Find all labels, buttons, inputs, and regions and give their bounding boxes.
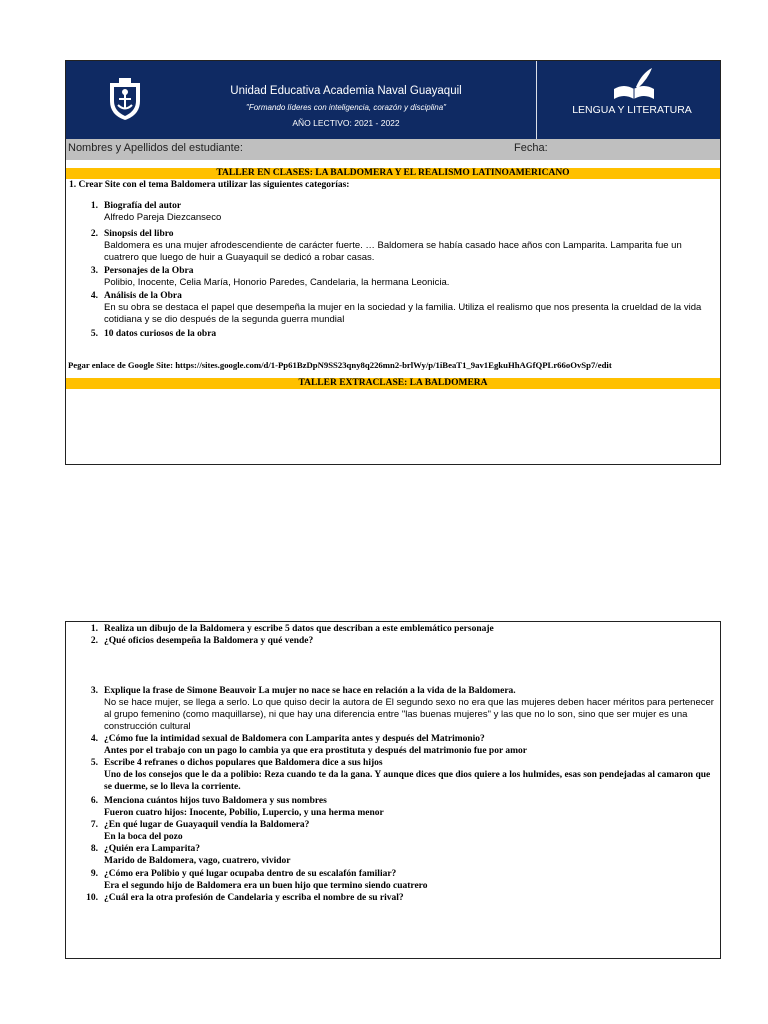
answer-text: Fueron cuatro hijos: Inocente, Pobilio, Lupercio, y una herma menor [104,808,384,818]
school-year: AÑO LECTIVO: 2021 - 2022 [292,118,400,128]
question-text: Escribe 4 refranes o dichos populares que Baldomera dice a sus hijos [104,758,383,768]
item-number: 1. [90,201,98,211]
question-text: Explique la frase de Simone Beauvoir La mujer no nace se hace en relación a la vida de la Baldomera. [104,686,516,696]
item-title: Análisis de la Obra [104,291,182,301]
question-number: 2. [90,636,98,646]
answer-text: Antes por el trabajo con un pago lo cambia ya que era prostituta y después del matrimonio fue por amor [104,746,528,756]
question-text: ¿Cuál era la otra profesión de Candelaria y escriba el nombre de su rival? [104,893,404,903]
item-number: 5. [90,329,98,339]
google-site-link [68,360,612,370]
question-text: Realiza un dibujo de la Baldomera y escribe 5 datos que describan a este emblemático personaje [104,624,494,634]
question-text: ¿Cómo era Polibio y qué lugar ocupaba dentro de su escalafón familiar? [104,869,397,879]
answer-text: Era el segundo hijo de Baldomera era un buen hijo que termino siendo cuatrero [104,881,428,891]
answer-text: No se hace mujer, se llega a serlo. Lo que quiso decir la autora de El segundo sexo no era que las mujeres deben hacer méritos para pertenecer al grupo femenino (como maquillarse), ni que hay una diferencia entre "las buenas mujeres" y las que no lo son, sino que ser mujer es una construcción cultural [104,697,714,732]
question-number: 4. [90,734,98,744]
item-title: Personajes de la Obra [104,266,194,276]
date-label: Fecha: [514,142,548,154]
question-number: 9. [90,869,98,879]
question-number: 1. [90,624,98,634]
item-number: 3. [90,266,98,276]
question-number: 3. [90,686,98,696]
naval-crest-icon [106,77,144,121]
answer-text: En la boca del pozo [104,832,183,842]
item-number: 4. [90,291,98,301]
item-title: 10 datos curiosos de la obra [104,329,217,339]
site-url-link[interactable]: https://sites.google.com/d/1-Pp61BzDpN9SS23qny8q226mn2-brlWy/p/1iBeaT1_9av1EgkuHhAGfQPLr66oOvSp7/edit [175,360,612,370]
question-text: ¿En qué lugar de Guayaquil vendía la Baldomera? [104,820,310,830]
question-number: 6. [90,796,98,806]
question-text: ¿Qué oficios desempeña la Baldomera y qué vende? [104,636,314,646]
item-number: 2. [90,229,98,239]
answer-text: Uno de los consejos que le da a polibio: Reza cuando te da la gana. Y aunque dices que dios quiere a los hulmides, esas son pendejadas al camaron que se duerme, se lo lleva la corriente. [104,770,711,792]
question-text: ¿Quién era Lamparita? [104,844,201,854]
book-quill-icon [612,67,656,101]
question-number: 7. [90,820,98,830]
class-workshop-banner: TALLER EN CLASES: LA BALDOMERA Y EL REALISMO LATINOAMERICANO [66,168,720,179]
header-divider [536,61,537,139]
school-name: Unidad Educativa Academia Naval Guayaquil [230,85,462,97]
question-text: ¿Cómo fue la intimidad sexual de Baldomera con Lamparita antes y después del Matrimonio? [104,734,485,744]
student-name-label: Nombres y Apellidos del estudiante: [68,142,243,154]
school-motto: "Formando líderes con inteligencia, corazón y disciplina" [245,103,446,112]
question-number: 5. [90,758,98,768]
worksheet-page-2 [65,621,721,959]
school-header [66,61,720,139]
item-body: Baldomera es una mujer afrodescendiente de carácter fuerte. … Baldomera se había casado hace años con Lamparita. Lamparita fue un cuatrero que luego de huir a Guayaquil se dedicó a robar casas. [104,240,682,263]
answer-text: Marido de Baldomera, vago, cuatrero, vividor [104,856,291,866]
item-body: Alfredo Pareja Diezcanseco [104,212,222,223]
question-number: 8. [90,844,98,854]
student-info-bar [66,139,720,160]
item-body: En su obra se destaca el papel que desempeña la mujer en la sociedad y la familia. Utiliza el realismo que nos presenta la crueldad de la vida cotidiana y se dio después de la segunda guerra mundial [104,302,702,325]
question-text: Menciona cuántos hijos tuvo Baldomera y sus nombres [104,796,327,806]
subject-title: LENGUA Y LITERATURA [572,104,692,116]
worksheet-page-1 [65,60,721,465]
extra-workshop-banner: TALLER EXTRACLASE: LA BALDOMERA [66,378,720,389]
item-body: Polibio, Inocente, Celia María, Honorio Paredes, Candelaria, la hermana Leonicia. [104,277,450,288]
question-number: 10. [86,893,98,903]
item-title: Sinopsis del libro [104,229,174,239]
item-title: Biografía del autor [104,201,182,211]
link-label: Pegar enlace de Google Site: [68,360,174,370]
task-instruction: 1. Crear Site con el tema Baldomera utilizar las siguientes categorías: [69,180,350,190]
